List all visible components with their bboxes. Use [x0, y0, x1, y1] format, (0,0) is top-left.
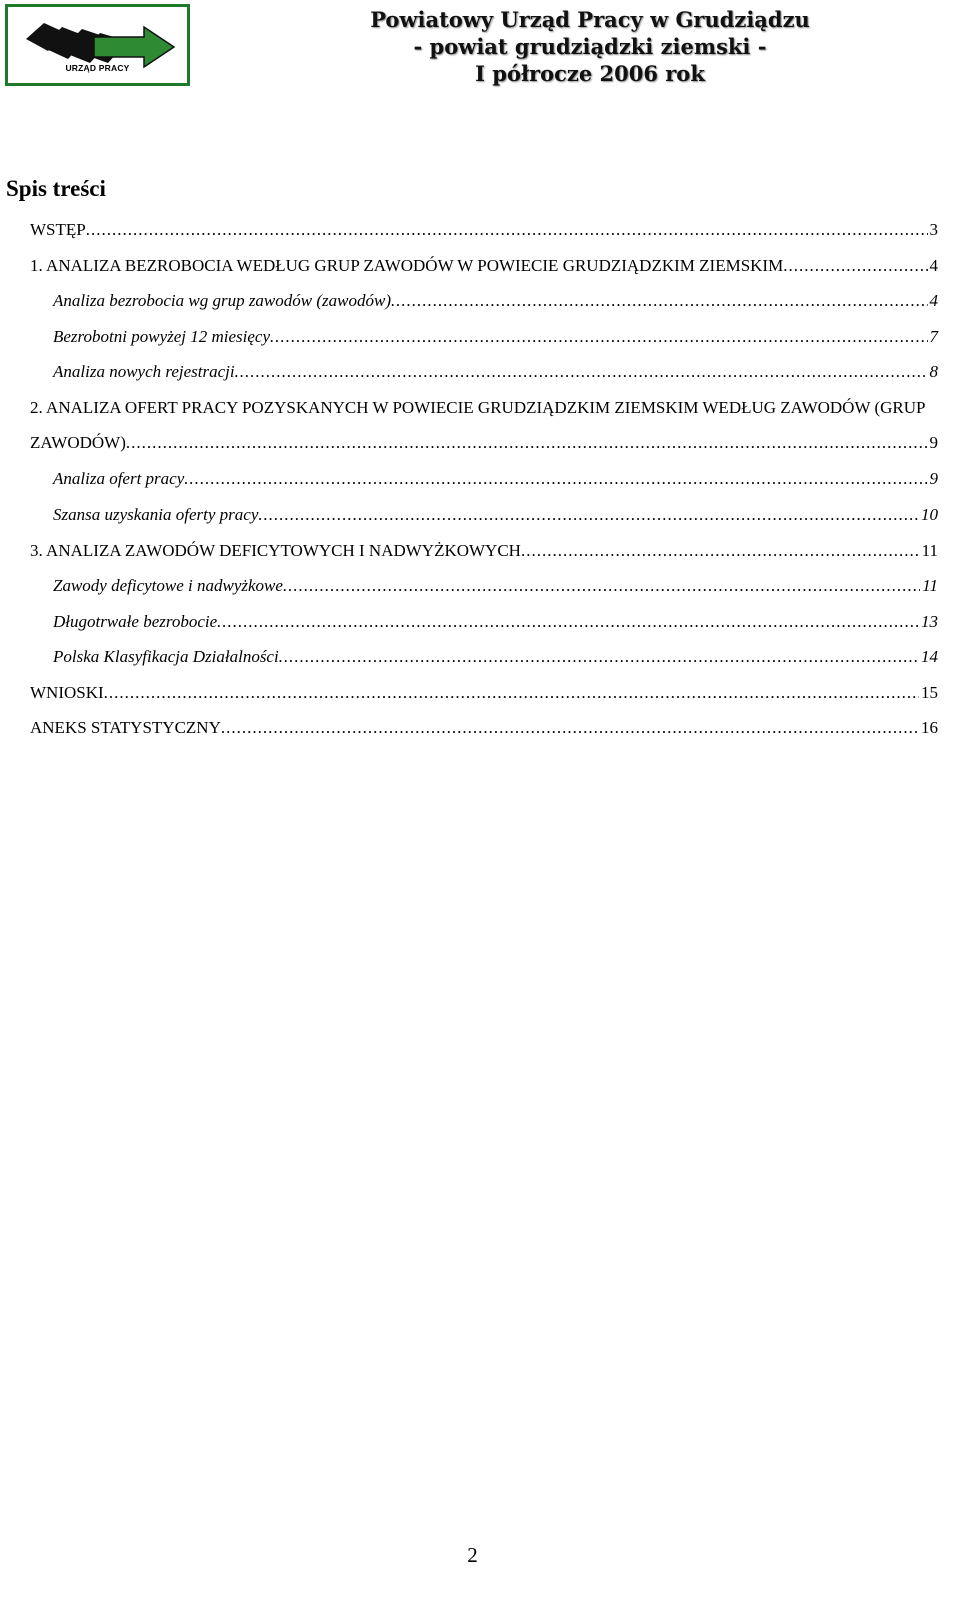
toc-entry-label: Analiza nowych rejestracji: [53, 362, 235, 381]
toc-entry-page: 13: [921, 612, 938, 631]
toc-leader-dots: [283, 576, 920, 596]
toc-leader-dots: [258, 505, 919, 525]
toc-leader-dots: [270, 327, 927, 347]
toc-leader-dots: [391, 291, 928, 311]
toc-entry-page: 15: [921, 683, 938, 702]
toc-entry-label: Polska Klasyfikacja Działalności: [53, 647, 279, 666]
toc-leader-dots: [235, 362, 928, 382]
toc-entry-aneks[interactable]: [30, 718, 938, 738]
toc-entry-section-3[interactable]: [30, 541, 938, 561]
toc-entry-wnioski[interactable]: [30, 683, 938, 703]
toc-entry-page: 10: [921, 505, 938, 524]
toc-entry-dlugotrwale[interactable]: [53, 612, 938, 632]
toc-entry-page: 9: [929, 469, 938, 488]
document-header: [290, 6, 890, 87]
toc-entry-label: 1. ANALIZA BEZROBOCIA WEDŁUG GRUP ZAWODÓW W POWIECIE GRUDZIĄDZKIM ZIEMSKIM: [30, 256, 784, 275]
toc-entry-section-1[interactable]: [30, 256, 938, 276]
toc-leader-dots: [86, 220, 928, 240]
toc-entry-pkd[interactable]: [53, 647, 938, 667]
toc-entry-bezrobotni-12[interactable]: [53, 327, 938, 347]
toc-entry-analiza-ofert[interactable]: [53, 469, 938, 489]
header-line-3: I półrocze 2006 rok: [475, 61, 705, 86]
toc-entry-label: WNIOSKI: [30, 683, 104, 702]
toc-entry-label: Szansa uzyskania oferty pracy: [53, 505, 259, 524]
toc-leader-dots: [104, 683, 919, 703]
toc-entry-page: 16: [921, 718, 938, 737]
toc-entry-page: 4: [929, 256, 938, 275]
page-number: 2: [467, 1543, 478, 1567]
toc-entry-page: 9: [929, 433, 938, 452]
toc-leader-dots: [279, 647, 919, 667]
toc-entry-page: 7: [929, 327, 938, 346]
toc-leader-dots: [783, 256, 927, 276]
toc-leader-dots: [221, 718, 919, 738]
toc-entry-page: 14: [921, 647, 938, 666]
toc-leader-dots: [184, 469, 927, 489]
toc-leader-dots: [126, 433, 928, 453]
logo: [5, 4, 190, 86]
toc-entry-section-2[interactable]: [30, 433, 938, 453]
toc-entry-section-2-line-1[interactable]: 2. ANALIZA OFERT PRACY POZYSKANYCH W POWIECIE GRUDZIĄDZKIM ZIEMSKIM WEDŁUG ZAWODÓW (GRUP: [30, 398, 926, 417]
toc-entry-label: Długotrwałe bezrobocie: [53, 612, 218, 631]
toc-leader-dots: [217, 612, 919, 632]
toc-entry-page: 3: [929, 220, 938, 239]
toc-leader-dots: [521, 541, 920, 561]
toc-entry-label: ANEKS STATYSTYCZNY: [30, 718, 221, 737]
toc-entry-zawody-deficytowe[interactable]: [53, 576, 938, 596]
toc-entry-page: 8: [929, 362, 938, 381]
toc-entry-label: Bezrobotni powyżej 12 miesięcy: [53, 327, 271, 346]
toc-title: Spis treści: [6, 176, 106, 201]
logo-text: URZĄD PRACY: [65, 63, 130, 73]
toc-entry-page: 4: [929, 291, 938, 310]
toc-entry-label: WSTĘP: [30, 220, 86, 239]
toc-entry-label: Zawody deficytowe i nadwyżkowe: [53, 576, 283, 595]
header-line-2: - powiat grudziądzki ziemski -: [413, 34, 767, 59]
toc-entry-label: Analiza bezrobocia wg grup zawodów (zawodów): [53, 291, 391, 310]
toc-entry-label: ZAWODÓW): [30, 433, 126, 452]
toc-entry-page: 11: [922, 576, 938, 595]
toc-entry-szansa-oferty[interactable]: [53, 505, 938, 525]
toc-entry-nowe-rejestracje[interactable]: [53, 362, 938, 382]
toc-entry-analiza-bezrobocia[interactable]: [53, 291, 938, 311]
header-line-1: Powiatowy Urząd Pracy w Grudziądzu: [370, 7, 810, 32]
toc-entry-label: Analiza ofert pracy: [53, 469, 185, 488]
toc-entry-page: 11: [921, 541, 938, 560]
toc-entry-label: 3. ANALIZA ZAWODÓW DEFICYTOWYCH I NADWYŻKOWYCH: [30, 541, 521, 560]
toc-entry-wstep[interactable]: [30, 220, 938, 240]
